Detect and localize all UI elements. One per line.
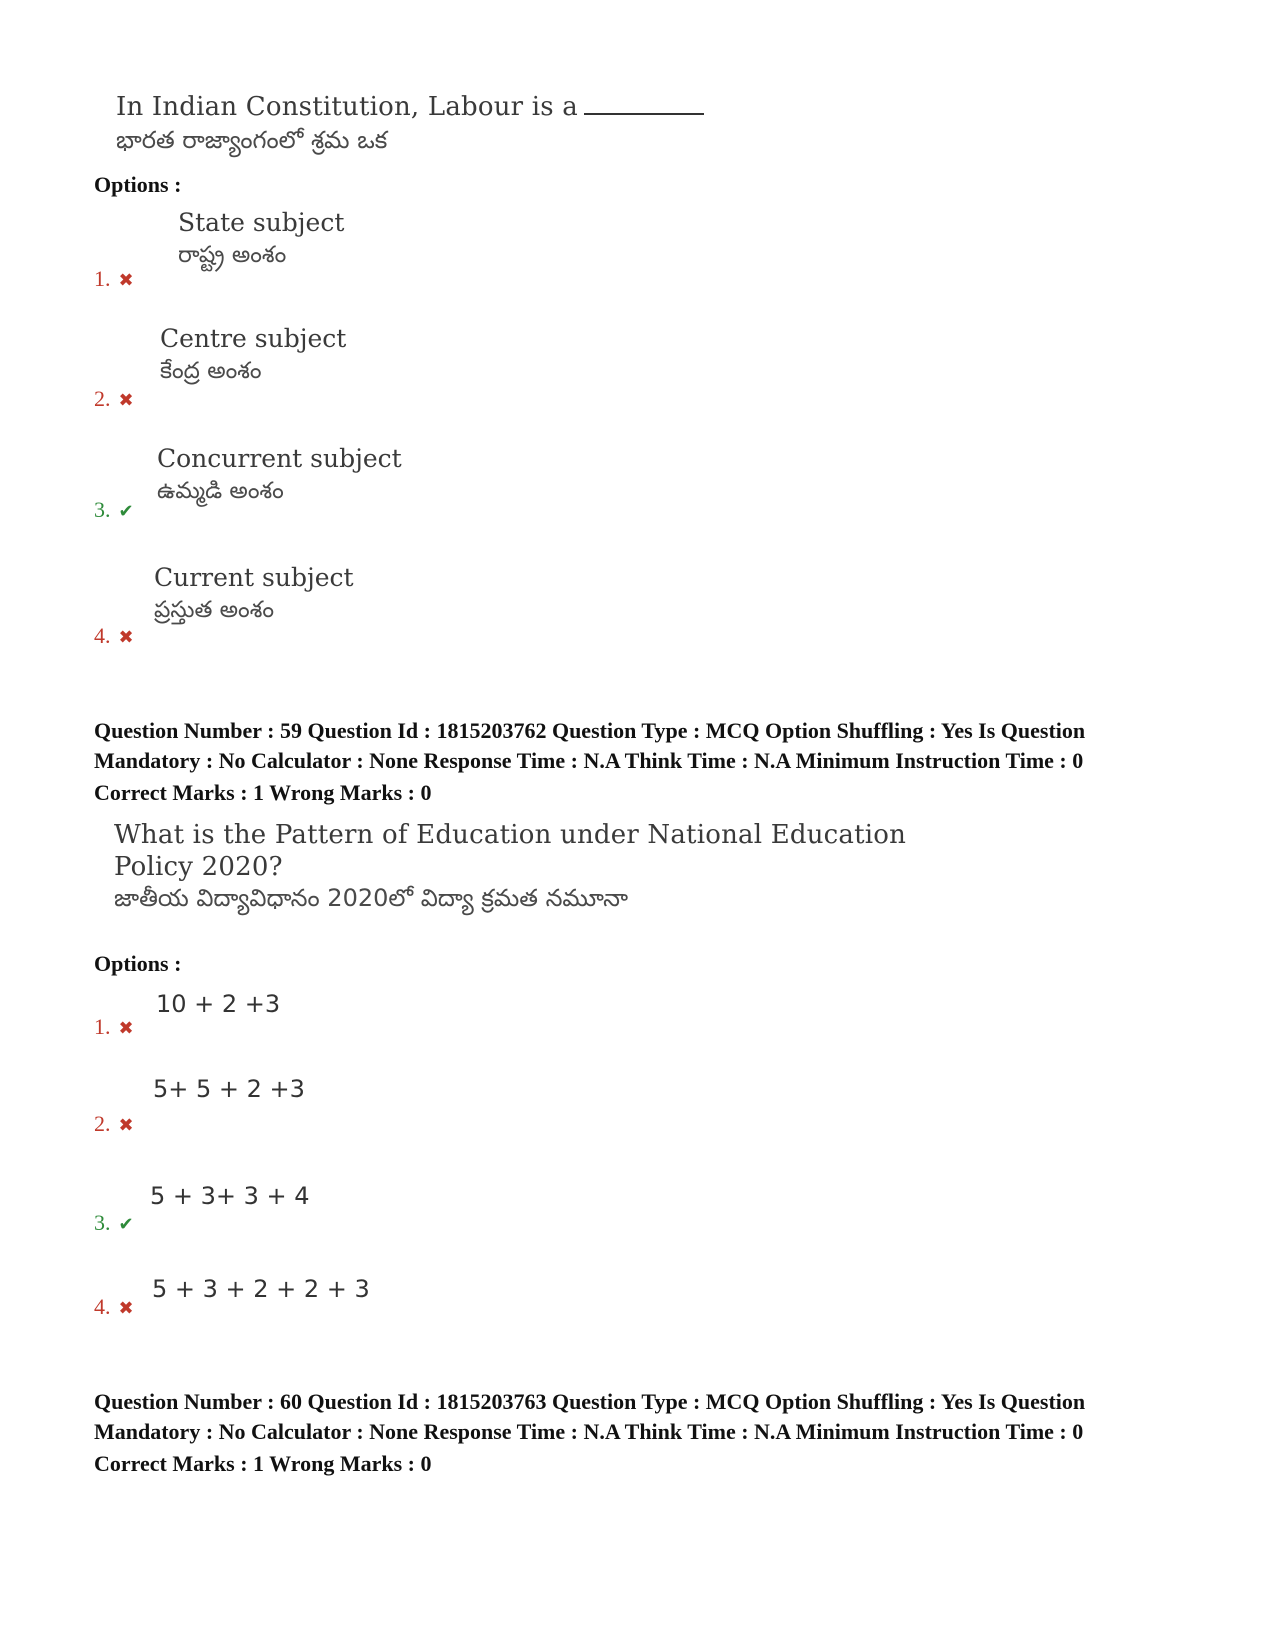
option-2-text-te: కేంద్ర అంశం	[160, 358, 262, 384]
option-2-number: 2. ✖	[94, 1111, 134, 1136]
options-label: Options :	[94, 172, 182, 197]
correct-check-icon: ✔	[118, 1214, 134, 1235]
option-1-text: 10 + 2 +3	[156, 990, 281, 1018]
option-3-text-en: Concurrent subject	[157, 444, 402, 473]
option-4-text-en: Current subject	[154, 563, 354, 592]
option-2-text-en: Centre subject	[160, 324, 347, 353]
answer-blank	[584, 95, 704, 115]
question-58-text-en: In Indian Constitution, Labour is a	[116, 92, 704, 122]
question-59-meta: Question Number : 59 Question Id : 1815203762 Question Type : MCQ Option Shuffling : Yes Is Question Mandatory : No Calculator : None Response Time : N.A Think Time : N.A Minimum Instruction Time : 0 Correct Marks : 1 Wrong Marks : 0	[94, 718, 1086, 805]
option-3-text: 5 + 3+ 3 + 4	[150, 1182, 310, 1210]
option-3-number: 3. ✔	[94, 497, 134, 522]
wrong-mark-icon: ✖	[118, 1115, 134, 1136]
wrong-mark-icon: ✖	[118, 270, 134, 291]
option-4-number: 4. ✖	[94, 623, 134, 648]
question-60-meta: Question Number : 60 Question Id : 1815203763 Question Type : MCQ Option Shuffling : Yes Is Question Mandatory : No Calculator : None Response Time : N.A Think Time : N.A Minimum Instruction Time : 0 Correct Marks : 1 Wrong Marks : 0	[94, 1389, 1086, 1476]
option-3-text-te: ఉమ్మడి అంశం	[157, 478, 284, 504]
option-3-number: 3. ✔	[94, 1210, 134, 1235]
wrong-mark-icon: ✖	[118, 627, 134, 648]
option-1-number: 1. ✖	[94, 1014, 134, 1039]
option-4-text-te: ప్రస్తుత అంశం	[154, 597, 275, 623]
option-4-number: 4. ✖	[94, 1294, 134, 1319]
option-1-text-en: State subject	[178, 208, 345, 237]
wrong-mark-icon: ✖	[118, 1298, 134, 1319]
question-59-text-en-line1: What is the Pattern of Education under National Education	[114, 820, 907, 850]
option-2-number: 2. ✖	[94, 386, 134, 411]
option-2-text: 5+ 5 + 2 +3	[153, 1075, 305, 1103]
option-1-number: 1. ✖	[94, 266, 134, 291]
question-59-text-en-line2: Policy 2020?	[114, 852, 283, 882]
wrong-mark-icon: ✖	[118, 390, 134, 411]
question-58-text-te: భారత రాజ్యాంగంలో శ్రమ ఒక	[116, 126, 388, 154]
question-59-text-te: జాతీయ విద్యావిధానం 2020లో విద్యా క్రమత నమూనా	[114, 884, 629, 912]
option-1-text-te: రాష్ట్ర అంశం	[178, 242, 287, 268]
correct-check-icon: ✔	[118, 501, 134, 522]
options-label: Options :	[94, 951, 182, 976]
option-4-text: 5 + 3 + 2 + 2 + 3	[152, 1275, 370, 1303]
wrong-mark-icon: ✖	[118, 1018, 134, 1039]
